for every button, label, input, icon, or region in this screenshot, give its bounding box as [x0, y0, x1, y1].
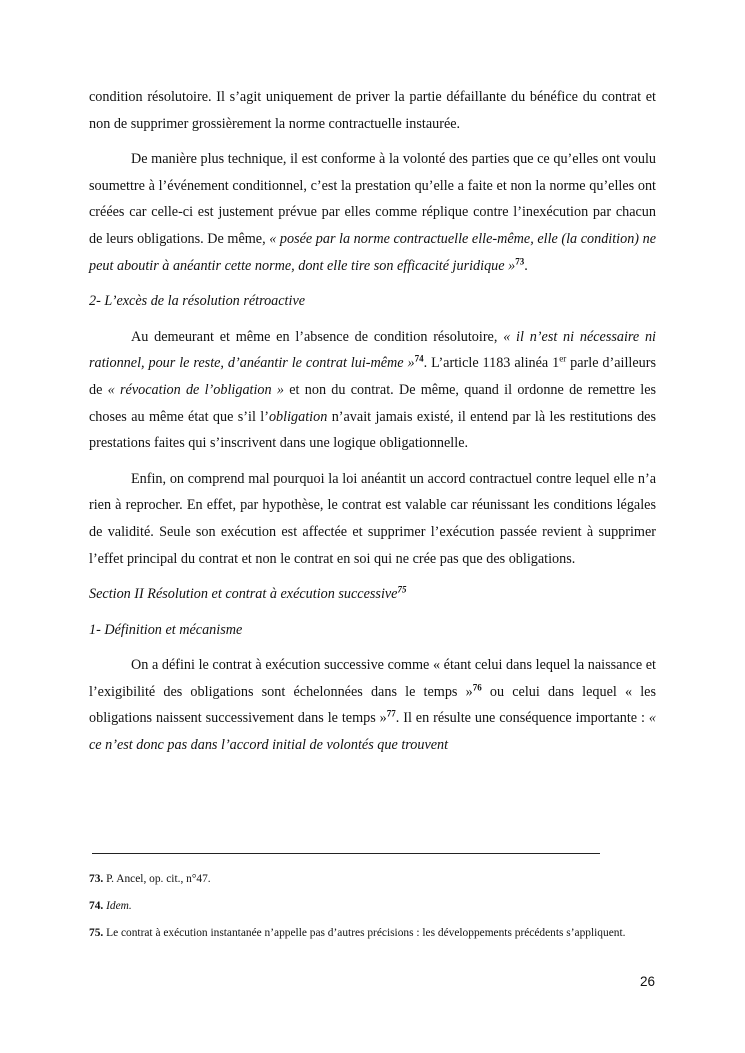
paragraph-3 [89, 324, 656, 457]
footnote-74 [89, 898, 629, 915]
paragraph-2 [89, 146, 656, 279]
footnote-ref-73[interactable]: 73 [515, 255, 525, 266]
paragraph-3-text-a: Au demeurant et même en l’absence de condition résolutoire, [131, 328, 498, 345]
paragraph-2-text: De manière plus technique, il est conforme à la volonté des parties que ce qu’elles ont voulu soumettre à l’événement conditionnel, c’est la prestation qu’elle a faite et non la norme qu’elles ont créées car celle-ci est justement prévue par elles comme réplique contre l’inexécution par chacun de leurs obligations. De même, [89, 151, 656, 247]
paragraph-3-text-b: . L’article 1183 alinéa 1 [423, 355, 560, 372]
superscript-er: er [559, 353, 567, 364]
paragraph-5-quote: « ce n’est donc pas dans l’accord initial de volontés que trouvent [89, 710, 656, 754]
paragraph-3-quote-2: « révocation de l’obligation » [107, 381, 284, 398]
paragraph-2-end: . [524, 257, 528, 274]
footnote-text: P. Ancel, op. cit., n°47. [106, 873, 211, 885]
paragraph-5 [89, 652, 656, 758]
footnote-text: Idem. [106, 900, 132, 912]
footnote-number: 74. [89, 900, 104, 912]
paragraph-5-text-a: On a défini le contrat à exécution successive comme « étant celui dans lequel la naissance et l’exigibilité des obligations sont échelonnées dans le temps » [89, 657, 656, 700]
footnote-number: 73. [89, 873, 104, 885]
paragraph-1 [89, 84, 656, 137]
footnote-ref-74[interactable]: 74 [414, 353, 424, 364]
footnote-ref-77[interactable]: 77 [386, 708, 396, 719]
subheading-definition: 1- Définition et mécanisme [89, 621, 243, 638]
page-body [89, 84, 656, 759]
footnote-ref-76[interactable]: 76 [472, 682, 482, 693]
footnote-73 [89, 871, 629, 888]
footnote-ref-75[interactable]: 75 [397, 584, 407, 595]
footnote-text: Le contrat à exécution instantanée n’appelle pas d’autres précisions : les développements précédents s’appliquent. [106, 927, 626, 939]
footnote-75 [89, 925, 629, 942]
paragraph-5-text-c: . Il en résulte une conséquence importante : [395, 710, 645, 727]
section-heading-section-ii [89, 581, 656, 608]
paragraph-4-text: Enfin, on comprend mal pourquoi la loi anéantit un accord contractuel contre lequel elle n’a rien à reprocher. En effet, par hypothèse, le contrat est valable car réunissant les conditions légales de validité. Seule son exécution est affectée et supprimer l’exécution passée revient à supprimer l’effet principal du contrat et non le contrat en soi qui ne crée pas que des obligations. [89, 470, 656, 567]
paragraph-3-emphasis: obligation [268, 408, 328, 425]
paragraph-3-text-e: n’avait jamais existé, il entend par là les restitutions des prestations faites qui s’inscrivent dans une logique obligationnelle. [89, 408, 656, 452]
section-heading-text: Section II Résolution et contrat à exécution successive [89, 586, 398, 603]
paragraph-5-text-b: ou celui dans lequel « les obligations naissent successivement dans le temps » [89, 683, 656, 727]
footnote-separator [92, 853, 600, 854]
paragraph-3-quote: « il n’est ni nécessaire ni rationnel, pour le reste, d’anéantir le contrat lui-même » [89, 328, 657, 372]
page-number: 26 [640, 974, 656, 989]
footnote-number: 75. [89, 927, 104, 939]
paragraph-3-text-c: parle d’ailleurs de [89, 355, 657, 398]
paragraph-3-text-d: et non du contrat. De même, quand il ordonne de remettre les choses au même état que s’il l’ [89, 381, 657, 425]
paragraph-4 [89, 466, 656, 572]
subheading-resolution-retroactive: 2- L’excès de la résolution rétroactive [89, 293, 306, 310]
paragraph-1-text: condition résolutoire. Il s’agit uniquement de priver la partie défaillante du bénéfice du contrat et non de supprimer grossièrement la norme contractuelle instaurée. [89, 89, 656, 132]
paragraph-2-quote: « posée par la norme contractuelle elle-même, elle (la condition) ne peut aboutir à anéantir cette norme, dont elle tire son efficacité juridique » [89, 230, 657, 274]
